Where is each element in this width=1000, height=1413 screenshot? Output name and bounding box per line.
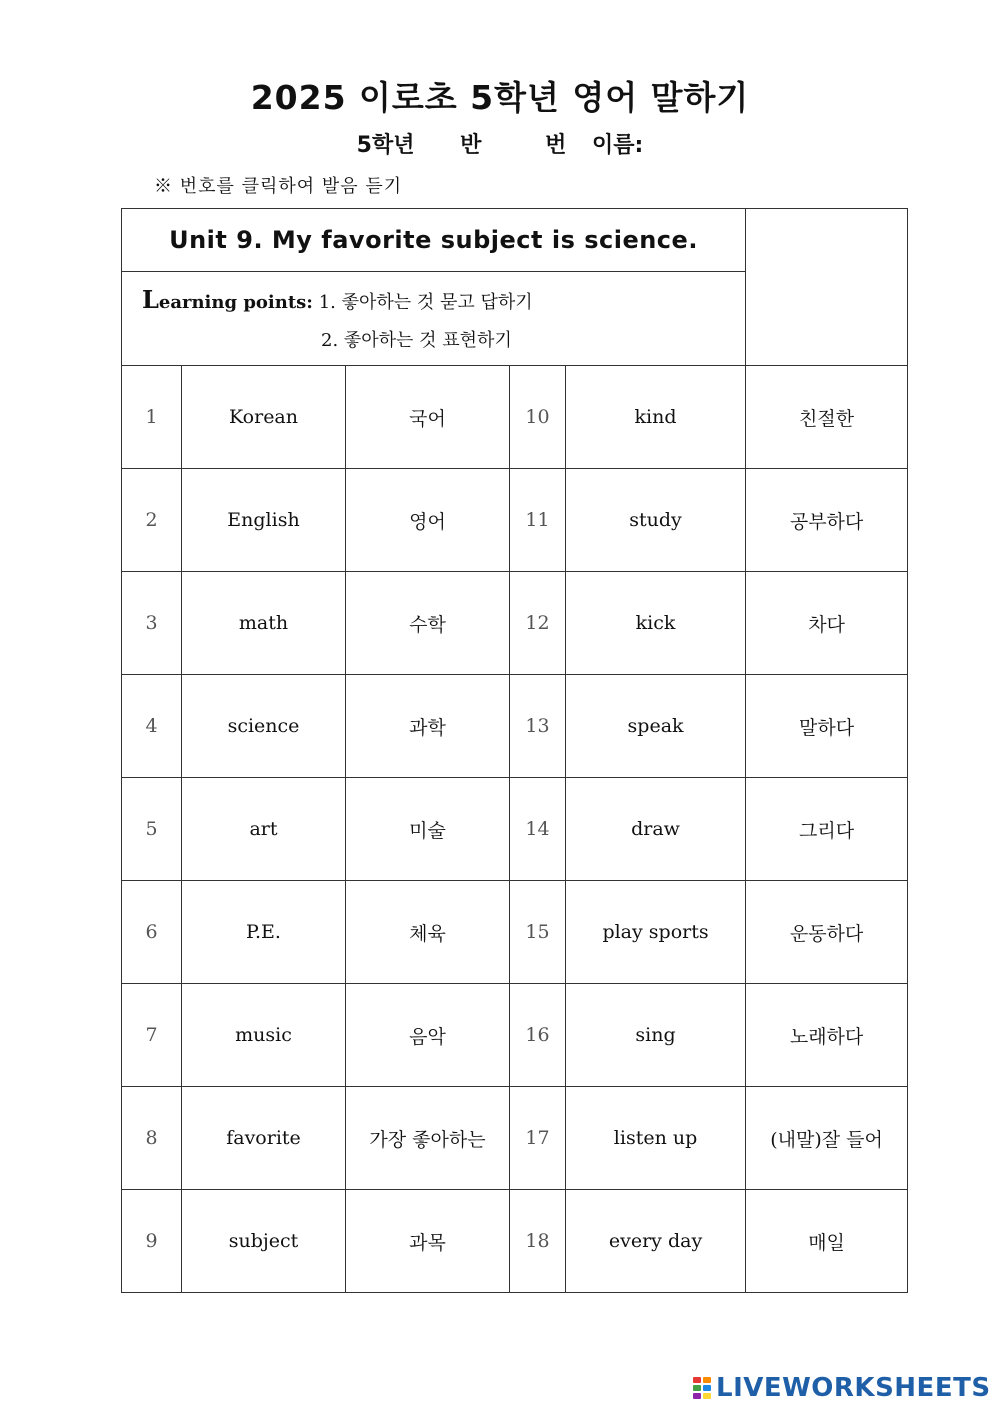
word-number[interactable]: 18	[510, 1190, 566, 1293]
word-number[interactable]: 5	[122, 778, 182, 881]
learning-points	[122, 272, 746, 366]
korean-meaning: 노래하다	[746, 984, 908, 1087]
word-number[interactable]: 1	[122, 366, 182, 469]
learning-point-2: 2. 좋아하는 것 표현하기	[321, 330, 512, 351]
word-number[interactable]: 9	[122, 1190, 182, 1293]
table-row	[122, 675, 908, 778]
page-title: 2025 이로초 5학년 영어 말하기	[250, 78, 750, 117]
vocab-table	[121, 208, 908, 1293]
name-label: 이름:	[592, 133, 644, 158]
table-row	[122, 1087, 908, 1190]
logo-text: LIVEWORKSHEETS	[716, 1373, 991, 1403]
korean-meaning: 영어	[346, 469, 510, 572]
english-word: speak	[566, 675, 746, 778]
word-number[interactable]: 7	[122, 984, 182, 1087]
word-number[interactable]: 14	[510, 778, 566, 881]
word-number[interactable]: 8	[122, 1087, 182, 1190]
english-word: every day	[566, 1190, 746, 1293]
table-row	[122, 984, 908, 1087]
liveworksheets-logo	[692, 1374, 991, 1402]
learning-points-label: Learning points:	[142, 285, 313, 314]
english-word: Korean	[182, 366, 346, 469]
korean-meaning: 공부하다	[746, 469, 908, 572]
korean-meaning: 수학	[346, 572, 510, 675]
english-word: draw	[566, 778, 746, 881]
english-word: English	[182, 469, 346, 572]
english-word: favorite	[182, 1087, 346, 1190]
table-row	[122, 881, 908, 984]
table-row	[122, 778, 908, 881]
english-word: subject	[182, 1190, 346, 1293]
word-number[interactable]: 12	[510, 572, 566, 675]
unit-title: Unit 9. My favorite subject is science.	[122, 209, 746, 272]
english-word: study	[566, 469, 746, 572]
korean-meaning: 미술	[346, 778, 510, 881]
english-word: science	[182, 675, 346, 778]
word-number[interactable]: 15	[510, 881, 566, 984]
word-number[interactable]: 2	[122, 469, 182, 572]
word-number[interactable]: 16	[510, 984, 566, 1087]
korean-meaning: 국어	[346, 366, 510, 469]
liveworksheets-logo-icon	[692, 1376, 712, 1400]
korean-meaning: 과학	[346, 675, 510, 778]
table-row	[122, 366, 908, 469]
number-label: 번	[545, 133, 567, 158]
korean-meaning: 차다	[746, 572, 908, 675]
student-info-line	[0, 128, 1000, 159]
table-row	[122, 572, 908, 675]
instruction-note: ※ 번호를 클릭하여 발음 듣기	[154, 176, 403, 197]
korean-meaning: (내말)잘 들어	[746, 1087, 908, 1190]
word-number[interactable]: 3	[122, 572, 182, 675]
word-number[interactable]: 10	[510, 366, 566, 469]
table-row	[122, 1190, 908, 1293]
blank-corner-cell	[746, 209, 908, 366]
korean-meaning: 매일	[746, 1190, 908, 1293]
english-word: art	[182, 778, 346, 881]
english-word: music	[182, 984, 346, 1087]
english-word: sing	[566, 984, 746, 1087]
grade-label: 5학년	[356, 133, 415, 158]
korean-meaning: 친절한	[746, 366, 908, 469]
korean-meaning: 가장 좋아하는	[346, 1087, 510, 1190]
english-word: P.E.	[182, 881, 346, 984]
english-word: math	[182, 572, 346, 675]
word-number[interactable]: 13	[510, 675, 566, 778]
english-word: play sports	[566, 881, 746, 984]
word-number[interactable]: 6	[122, 881, 182, 984]
english-word: kick	[566, 572, 746, 675]
korean-meaning: 운동하다	[746, 881, 908, 984]
english-word: listen up	[566, 1087, 746, 1190]
korean-meaning: 그리다	[746, 778, 908, 881]
word-number[interactable]: 4	[122, 675, 182, 778]
korean-meaning: 말하다	[746, 675, 908, 778]
word-number[interactable]: 11	[510, 469, 566, 572]
learning-point-1: 1. 좋아하는 것 묻고 답하기	[318, 292, 533, 313]
english-word: kind	[566, 366, 746, 469]
korean-meaning: 음악	[346, 984, 510, 1087]
korean-meaning: 체육	[346, 881, 510, 984]
korean-meaning: 과목	[346, 1190, 510, 1293]
word-number[interactable]: 17	[510, 1087, 566, 1190]
class-label: 반	[460, 133, 482, 158]
table-row	[122, 469, 908, 572]
